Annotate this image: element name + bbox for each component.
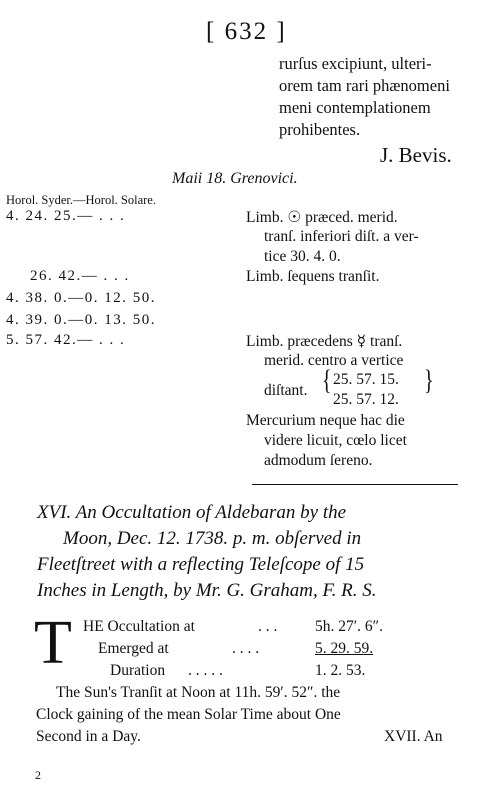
date-line: Maii 18. Grenovici. — [172, 170, 298, 187]
observation-label: HE Occultation at — [83, 618, 195, 635]
observation-value: 5h. 27′. 6″. — [315, 618, 383, 635]
body-text-line: The Sun's Tranſit at Noon at 11h. 59′. 52″. the — [56, 684, 341, 701]
observation-value: 1. 2. 53. — [315, 662, 366, 679]
distant-value: 25. 57. 15. — [333, 371, 399, 388]
time-entry: 26. 42.— . . . — [30, 268, 130, 284]
article-title-line: Fleetſtreet with a reflecting Teleſcope of 15 — [37, 554, 365, 575]
time-note: tice 30. 4. 0. — [264, 248, 341, 265]
author-signature: J. Bevis. — [380, 143, 452, 167]
observation-dots: . . . . — [232, 640, 260, 657]
brace-left-icon: { — [322, 364, 332, 397]
time-entry: 4. 24. 25.— . . . — [6, 208, 126, 224]
time-note: Limb. ſequens tranſit. — [246, 268, 380, 285]
time-entry: 4. 38. 0.—0. 12. 50. — [6, 290, 156, 306]
time-entry: 5. 57. 42.— . . . — [6, 332, 126, 348]
time-entry: 4. 39. 0.—0. 13. 50. — [6, 312, 156, 328]
article-title-line: XVI. An Occultation of Aldebaran by the — [37, 502, 347, 523]
mercury-note: Mercurium neque hac die — [246, 412, 405, 429]
time-note: tranſ. inferiori diſt. a ver- — [264, 228, 419, 245]
article-title-line: Moon, Dec. 12. 1738. p. m. obſerved in — [63, 528, 362, 549]
continued-text-line: prohibentes. — [279, 120, 361, 139]
observation-label: Duration — [110, 662, 166, 679]
folio-number: 2 — [35, 768, 41, 782]
drop-cap: T — [34, 609, 72, 677]
time-note: Limb. præcedens ☿ tranſ. — [246, 333, 403, 350]
horol-header: Horol. Syder.—Horol. Solare. — [6, 193, 156, 207]
observation-dots: . . . . . — [188, 662, 223, 679]
article-title-line: Inches in Length, by Mr. G. Graham, F. R. S. — [37, 580, 377, 601]
divider-rule — [252, 484, 458, 485]
mercury-note: videre licuit, cœlo licet — [264, 432, 407, 449]
distant-value: 25. 57. 12. — [333, 391, 399, 408]
continued-text-line: rurſus excipiunt, ulteri- — [279, 54, 432, 73]
time-note: Limb. ☉ præced. merid. — [246, 209, 398, 226]
body-text-line: Clock gaining of the mean Solar Time about One — [36, 706, 341, 723]
brace-right-icon: } — [424, 364, 434, 397]
time-note: merid. centro a vertice — [264, 352, 404, 369]
observation-label: Emerged at — [98, 640, 169, 657]
mercury-note: admodum ſereno. — [264, 452, 373, 469]
page-number: [ 632 ] — [206, 18, 287, 45]
continued-text-line: meni contemplationem — [279, 98, 431, 117]
body-text-line: Second in a Day. — [36, 728, 141, 745]
catchword: XVII. An — [384, 728, 443, 745]
observation-dots: . . . — [258, 618, 278, 635]
distant-label: diſtant. — [264, 382, 308, 399]
observation-value: 5. 29. 59. — [315, 640, 374, 657]
continued-text-line: orem tam rari phænomeni — [279, 76, 450, 95]
